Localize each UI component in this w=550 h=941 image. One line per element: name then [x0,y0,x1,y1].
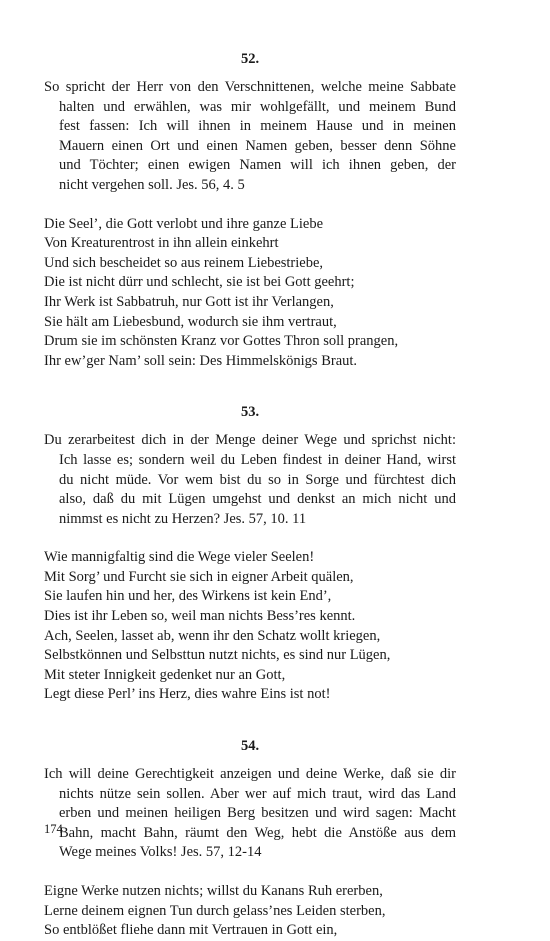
scripture-passage [44,765,456,863]
scripture-line: also, daß du mit Lügen umgehst und denkst an mich nicht und [59,491,456,508]
scripture-passage [44,78,456,196]
scripture-line: nicht vergehen soll. Jes. 56, 4. 5 [59,176,245,193]
verse-line: Die ist nicht dürr und schlecht, sie ist bei Gott geehrt; [44,274,355,291]
verse-line: Lerne deinem eignen Tun durch gelass’nes Leiden sterben, [44,902,386,919]
scripture-line: nichts nütze sein sollen. Aber wer auf mich traut, wird das Land [59,785,456,802]
scripture-line: Ich lasse es; sondern weil du Leben findest in deiner Hand, wirst [59,451,456,468]
verse-line: Ihr ew’ger Nam’ soll sein: Des Himmelskönigs Braut. [44,352,358,369]
verse-line: Von Kreaturentrost in ihn allein einkehrt [44,235,279,252]
verse-line: Wie mannigfaltig sind die Wege vieler Seelen! [44,549,315,566]
verse-line: Drum sie im schönsten Kranz vor Gottes Thron soll prangen, [44,333,399,350]
verse-line: Die Seel’, die Gott verlobt und ihre ganze Liebe [44,215,324,232]
scripture-line: Ich will deine Gerechtigkeit anzeigen und deine Werke, daß sie dir [44,766,456,783]
scripture-line: Du zerarbeitest dich in der Menge deiner Wege und sprichst nicht: [44,432,456,449]
verse-line: So entblößet fliehe dann mit Vertrauen in Gott ein, [44,922,338,939]
verse-line: Dies ist ihr Leben so, weil man nichts Bess’res kennt. [44,608,356,625]
scripture-line: nimmst es nicht zu Herzen? Jes. 57, 10. 11 [59,510,307,527]
verse-line: Legt diese Perl’ ins Herz, dies wahre Eins ist not! [44,686,331,703]
section-number: 52. [240,51,260,67]
verse-stanza [44,882,456,941]
scripture-line: fest fassen: Ich will ihnen in meinem Hause und in meinen [59,118,456,135]
scripture-line: Wege meines Volks! Jes. 57, 12-14 [59,844,262,861]
section-52 [44,50,456,371]
scripture-passage [44,431,456,529]
section-54 [44,737,456,941]
verse-line: Ihr Werk ist Sabbatruh, nur Gott ist ihr Verlangen, [44,293,334,310]
verse-line: Mit steter Innigkeit gedenket nur an Gott, [44,666,286,683]
page-content [44,50,456,941]
verse-line: Sie hält am Liebesbund, wodurch sie ihm vertraut, [44,313,337,330]
scripture-line: und Töchter; einen ewigen Namen will ich ihnen geben, der [59,157,456,174]
verse-line: Eigne Werke nutzen nichts; willst du Kanans Ruh ererben, [44,883,383,899]
verse-line: Sie laufen hin und her, des Wirkens ist kein End’, [44,588,332,605]
page-number: 174 [44,822,63,836]
scripture-line: Bahn, macht Bahn, räumt den Weg, hebt die Anstöße aus dem [59,824,456,841]
section-53 [44,403,456,705]
verse-line: Und sich bescheidet so aus reinem Liebestriebe, [44,254,324,271]
verse-line: Mit Sorg’ und Furcht sie sich in eigner Arbeit quälen, [44,568,354,585]
verse-line: Selbstkönnen und Selbsttun nutzt nichts, es sind nur Lügen, [44,647,391,664]
scripture-line: erben und meinen heiligen Berg besitzen und wird sagen: Macht [59,805,456,822]
section-number: 54. [240,738,260,755]
verse-line: Ach, Seelen, lasset ab, wenn ihr den Schatz wollt kriegen, [44,627,381,644]
section-number: 53. [240,404,260,421]
verse-stanza [44,548,456,705]
scripture-line: halten und erwählen, was mir wohlgefällt, und meinem Bund [59,98,456,115]
scripture-line: du nicht müde. Vor wem bist du so in Sorge und fürchtest dich [59,471,456,488]
verse-stanza [44,215,456,372]
scripture-line: Mauern einen Ort und einen Namen geben, besser denn Söhne [59,137,456,154]
scripture-line: So spricht der Herr von den Verschnittenen, welche meine Sabbate [44,79,456,95]
